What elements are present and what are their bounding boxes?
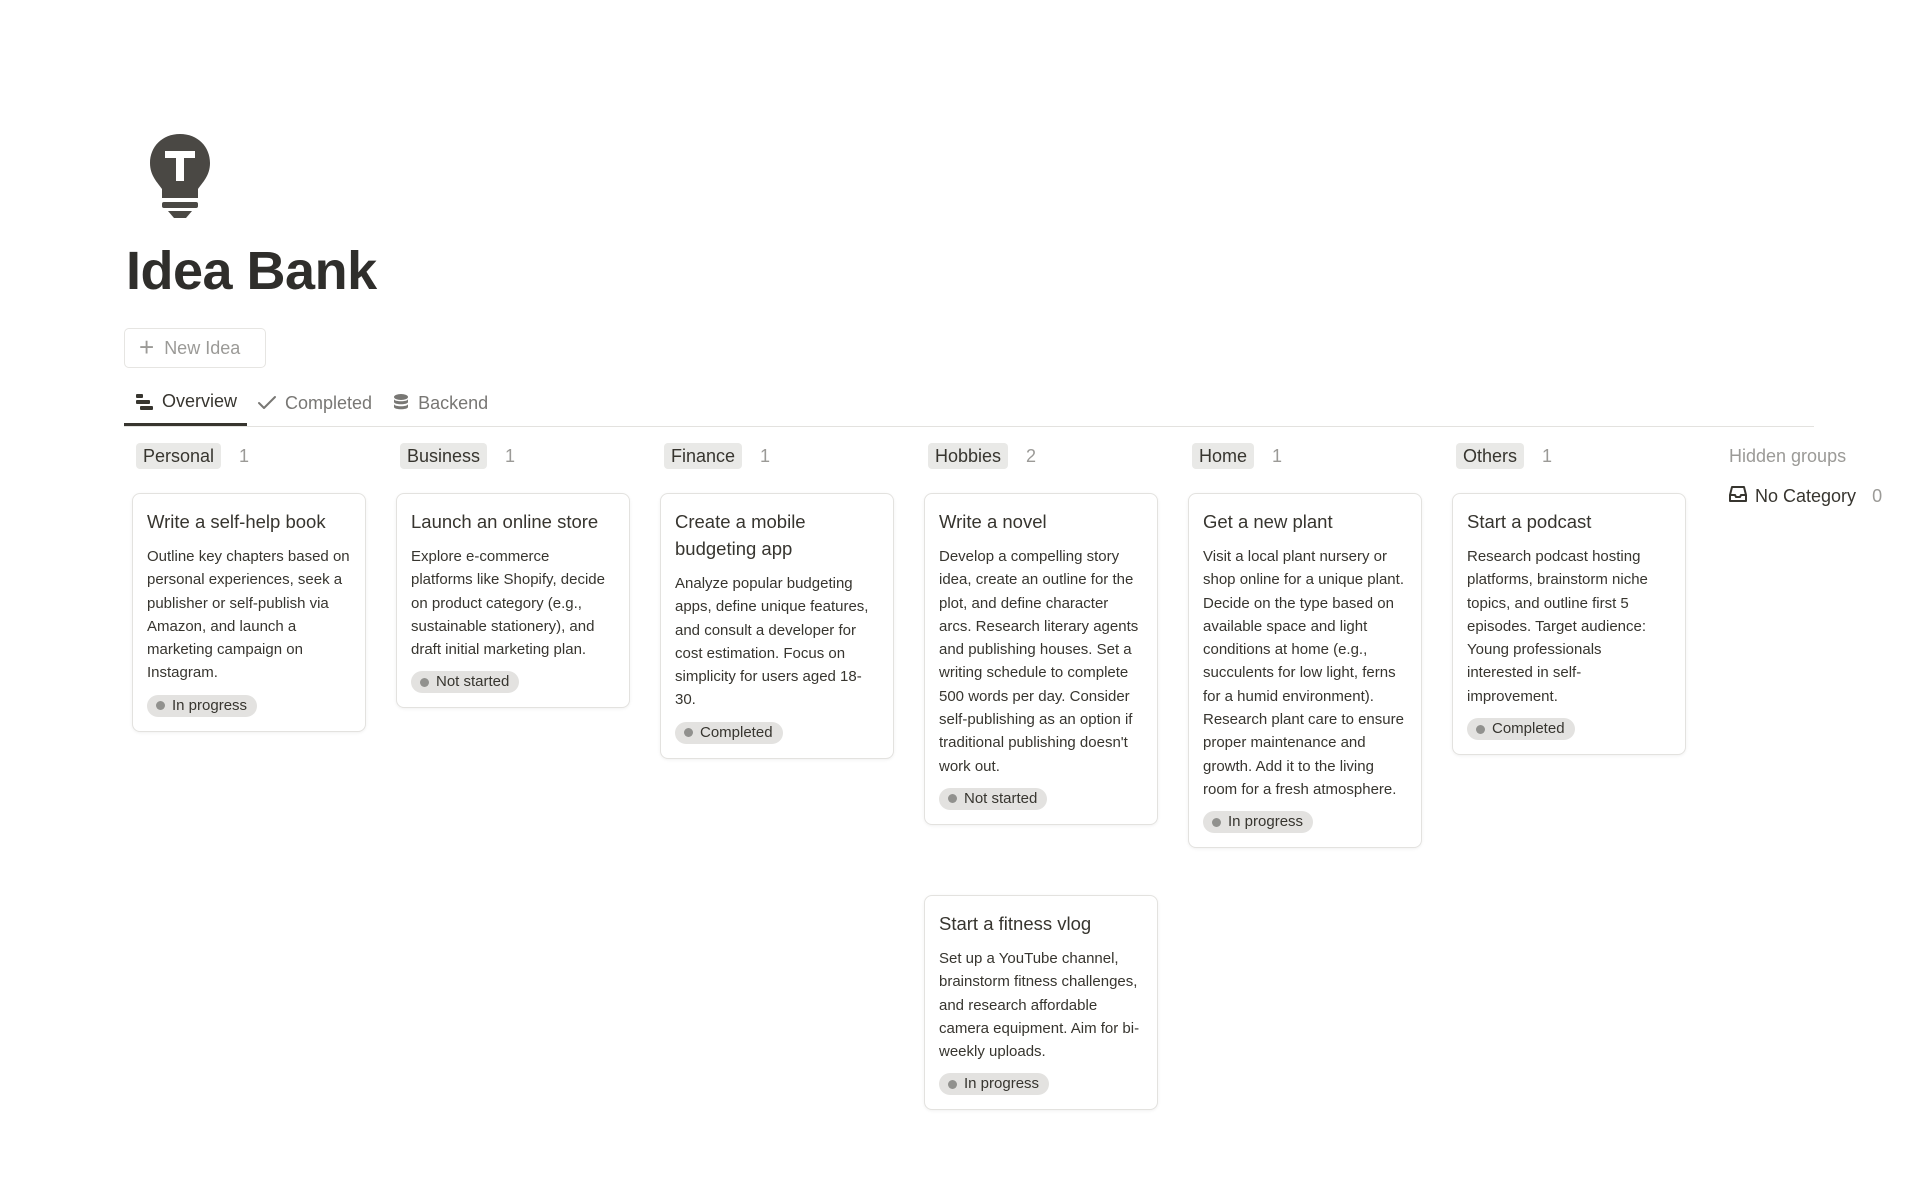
status-dot-icon bbox=[684, 728, 693, 737]
board-column-others bbox=[1444, 440, 1678, 738]
status-dot-icon bbox=[948, 794, 957, 803]
status-badge bbox=[1203, 811, 1313, 833]
column-header bbox=[652, 440, 886, 472]
status-badge bbox=[939, 788, 1047, 810]
hidden-group-label: No Category bbox=[1755, 486, 1857, 506]
status-label: Completed bbox=[1492, 720, 1565, 738]
card-description: Visit a local plant nursery or shop online for a unique plant. Decide on the type based on available space and light conditions at home (e.g., succulents for low light, ferns for a humid environment). Research plant care to ensure proper maintenance and growth. Add it to the living room for a fresh atmosphere. bbox=[1203, 548, 1404, 798]
hidden-groups-title: Hidden groups bbox=[1729, 446, 1847, 466]
check-icon bbox=[257, 394, 277, 412]
status-label: Completed bbox=[700, 723, 773, 741]
status-badge bbox=[411, 671, 519, 693]
group-label[interactable]: Personal bbox=[136, 443, 221, 469]
column-header bbox=[1444, 440, 1678, 472]
idea-card[interactable] bbox=[396, 493, 630, 708]
card-title: Write a self-help book bbox=[147, 511, 326, 532]
group-label[interactable]: Hobbies bbox=[928, 443, 1008, 469]
tab-label: Completed bbox=[285, 392, 373, 413]
card-title: Write a novel bbox=[939, 511, 1047, 532]
status-badge bbox=[939, 1073, 1049, 1095]
status-badge bbox=[147, 695, 257, 717]
status-label: Not started bbox=[436, 673, 510, 691]
lightbulb-icon[interactable] bbox=[148, 130, 212, 220]
hidden-groups bbox=[1729, 440, 1920, 508]
board-icon bbox=[134, 393, 154, 411]
card-title: Create a mobile budgeting app bbox=[675, 511, 806, 559]
new-idea-button[interactable] bbox=[124, 328, 266, 368]
status-dot-icon bbox=[948, 1080, 957, 1089]
idea-card[interactable] bbox=[924, 895, 1158, 1110]
group-label[interactable]: Finance bbox=[664, 443, 742, 469]
status-badge bbox=[675, 722, 783, 744]
group-count: 1 bbox=[505, 445, 516, 466]
tab-label: Backend bbox=[418, 392, 489, 413]
board-column-home bbox=[1180, 440, 1414, 831]
idea-card[interactable] bbox=[132, 493, 366, 732]
group-count: 2 bbox=[1026, 445, 1037, 466]
view-tabs bbox=[124, 380, 1814, 427]
group-count: 1 bbox=[239, 445, 250, 466]
card-title: Start a podcast bbox=[1467, 511, 1592, 532]
card-description: Outline key chapters based on personal experiences, seek a publisher or self-publish via Amazon, and launch a marketing campaign on Instagram. bbox=[147, 548, 350, 682]
board-column-business bbox=[388, 440, 622, 691]
page-title: Idea Bank bbox=[126, 241, 377, 301]
plus-icon: + bbox=[139, 332, 155, 362]
card-description: Develop a compelling story idea, create an outline for the plot, and define character arcs. Research literary agents and publishing houses. Set a writing schedule to complete 500 words per day. Consider self-publishing as an option if traditional publishing doesn't work out. bbox=[939, 548, 1139, 775]
card-description: Set up a YouTube channel, brainstorm fitness challenges, and research affordable camera equipment. Aim for bi-weekly uploads. bbox=[939, 950, 1140, 1061]
group-count: 1 bbox=[760, 445, 771, 466]
idea-card[interactable] bbox=[924, 493, 1158, 825]
card-title: Get a new plant bbox=[1203, 511, 1333, 532]
page bbox=[124, 0, 1920, 1199]
tab-completed[interactable] bbox=[247, 380, 382, 426]
status-label: Not started bbox=[964, 789, 1038, 807]
group-label[interactable]: Business bbox=[400, 443, 487, 469]
board-column-finance bbox=[652, 440, 886, 741]
group-label[interactable]: Home bbox=[1192, 443, 1254, 469]
column-header bbox=[1180, 440, 1414, 472]
status-label: In progress bbox=[964, 1075, 1040, 1093]
column-header bbox=[124, 440, 358, 472]
column-header bbox=[916, 440, 1150, 472]
idea-card[interactable] bbox=[1188, 493, 1422, 848]
status-dot-icon bbox=[156, 701, 165, 710]
group-count: 1 bbox=[1272, 445, 1283, 466]
tab-label: Overview bbox=[162, 391, 238, 411]
tab-overview[interactable] bbox=[124, 380, 247, 426]
card-description: Analyze popular budgeting apps, define unique features, and consult a developer for cost estimation. Focus on simplicity for users aged 18-30. bbox=[675, 575, 869, 709]
hidden-group-count: 0 bbox=[1872, 486, 1883, 506]
status-dot-icon bbox=[1212, 818, 1221, 827]
status-dot-icon bbox=[1476, 725, 1485, 734]
card-description: Research podcast hosting platforms, brainstorm niche topics, and outline first 5 episodes. Target audience: Young professionals interested in self-improvement. bbox=[1467, 548, 1648, 705]
group-label[interactable]: Others bbox=[1456, 443, 1524, 469]
board-column-personal bbox=[124, 440, 358, 714]
tab-backend[interactable] bbox=[382, 380, 498, 426]
card-title: Launch an online store bbox=[411, 511, 599, 532]
new-idea-label: New Idea bbox=[164, 337, 241, 358]
status-dot-icon bbox=[420, 678, 429, 687]
hidden-group-no-category[interactable] bbox=[1729, 485, 1920, 508]
idea-card[interactable] bbox=[660, 493, 894, 759]
board-column-hobbies bbox=[916, 440, 1150, 1093]
database-icon bbox=[392, 393, 410, 413]
group-count: 1 bbox=[1542, 445, 1553, 466]
column-header bbox=[388, 440, 622, 472]
status-label: In progress bbox=[1228, 813, 1304, 831]
idea-card[interactable] bbox=[1452, 493, 1686, 755]
card-title: Start a fitness vlog bbox=[939, 913, 1092, 934]
card-description: Explore e-commerce platforms like Shopify, decide on product category (e.g., sustainable stationery), and draft initial marketing plan. bbox=[411, 548, 605, 659]
status-badge bbox=[1467, 718, 1575, 740]
status-label: In progress bbox=[172, 696, 248, 714]
inbox-icon bbox=[1729, 485, 1747, 508]
